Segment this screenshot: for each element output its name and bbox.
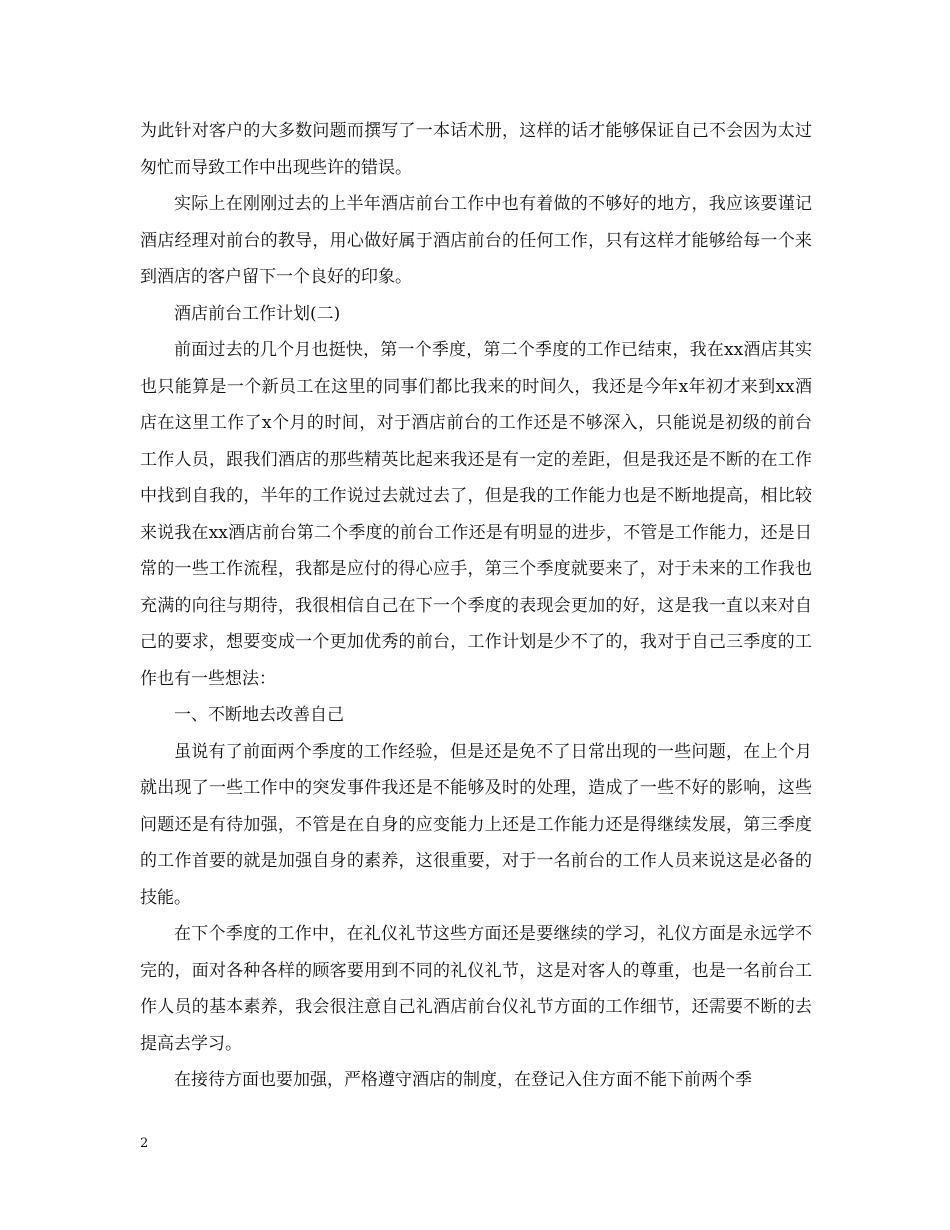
paragraph-continuation: 为此针对客户的大多数问题而撰写了一本话术册，这样的话才能够保证自己不会因为太过匆忙而导致工作中出现些许的错误。 (140, 121, 812, 178)
section-heading-plan-two: 酒店前台工作计划(二) (174, 303, 341, 324)
paragraph-experience: 虽说有了前面两个季度的工作经验，但是还是免不了日常出现的一些问题，在上个月就出现了一些工作中的突发事件我还是不能够及时的处理，造成了一些不好的影响，这些问题还是有待加强，不管是在自身的应变能力上还是工作能力还是得继续发展，第三季度的工作首要的就是加强自身的素养，这很重要，对于一名前台的工作人员来说这是必备的技能。 (140, 741, 812, 908)
paragraph-etiquette: 在下个季度的工作中，在礼仪礼节这些方面还是要继续的学习，礼仪方面是永远学不完的，面对各种各样的顾客要用到不同的礼仪礼节，这是对客人的尊重，也是一名前台工作人员的基本素养，我会很注意自己礼酒店前台仪礼节方面的工作细节，还需要不断的去提高去学习。 (140, 924, 812, 1054)
paragraph-reflection: 实际上在刚刚过去的上半年酒店前台工作中也有着做的不够好的地方，我应该要谨记酒店经理对前台的教导，用心做好属于酒店前台的任何工作，只有这样才能够给每一个来到酒店的客户留下一个良好的印象。 (140, 194, 812, 287)
document-body (140, 113, 812, 1099)
paragraph-reception: 在接待方面也要加强，严格遵守酒店的制度，在登记入住方面不能下前两个季 (174, 1070, 752, 1090)
subheading-improve-self: 一、不断地去改善自己 (174, 705, 344, 725)
paragraph-intro: 前面过去的几个月也挺快，第一个季度，第二个季度的工作已结束，我在xx酒店其实也只能算是一个新员工在这里的同事们都比我来的时间久，我还是今年x年初才来到xx酒店在这里工作了x个月的时间，对于酒店前台的工作还是不够深入，只能说是初级的前台工作人员，跟我们酒店的那些精英比起来我还是有一定的差距，但是我还是不断的在工作中找到自我的，半年的工作说过去就过去了，但是我的工作能力也是不断地提高，相比较来说我在xx酒店前台第二个季度的前台工作还是有明显的进步，不管是工作能力，还是日常的一些工作流程，我都是应付的得心应手，第三个季度就要来了，对于未来的工作我也充满的向往与期待，我很相信自己在下一个季度的表现会更加的好，这是我一直以来对自己的要求，想要变成一个更加优秀的前台，工作计划是少不了的，我对于自己三季度的工作也有一些想法： (140, 340, 812, 689)
page-number: 2 (140, 1136, 149, 1151)
